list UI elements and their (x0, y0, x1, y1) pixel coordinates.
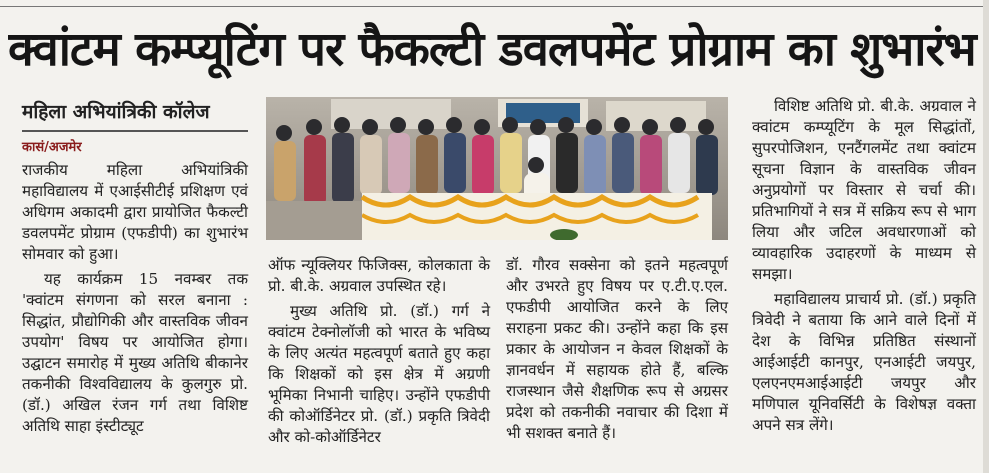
paragraph: मुख्य अतिथि प्रो. (डॉ.) गर्ग ने क्वांटम टेक्नोलॉजी को भारत के भविष्य के लिए अत्यंत महत्वपूर्ण बताते हुए कहा कि शिक्षकों को इस क्षेत्र में अग्रणी भूमिका निभानी चाहिए। उन्होंने एफडीपी की कोऑर्डिनेटर प्रो. (डॉ.) प्रकृति त्रिवेदी और को-कोऑर्डिनेटर (268, 302, 490, 446)
column-3 (506, 255, 728, 444)
page-edge (983, 0, 989, 473)
paragraph: विशिष्ट अतिथि प्रो. बी.के. अग्रवाल ने क्वांटम कम्प्यूटिंग के मूल सिद्धांतों, सुपरपोजिशन, एनटैंगलमेंट तथा क्वांटम सूचना विज्ञान के वास्तविक जीवन अनुप्रयोगों पर विस्तार से चर्चा की। प्रतिभागियों ने सत्र में सक्रिय रूप से भाग लिया और जटिल अवधारणाओं को व्यावहारिक उदाहरणों के माध्यम से समझा। (752, 97, 976, 283)
column-4 (752, 96, 976, 436)
top-rule (0, 0, 989, 7)
paragraph: डॉ. गौरव सक्सेना को इतने महत्वपूर्ण और उभरते हुए विषय पर ए.टी.ए.एल. एफडीपी आयोजित करने के लिए सराहना प्रकट की। उन्होंने कहा कि इस प्रकार के आयोजन न केवल शिक्षकों के ज्ञानवर्धन में सहायक होते हैं, बल्कि राजस्थान जैसे शैक्षणिक रूप से अग्रसर प्रदेश को तकनीकी नवाचार की दिशा में भी सशक्त बनाते हैं। (506, 256, 728, 442)
paragraph: यह कार्यक्रम 15 नवम्बर तक 'क्वांटम संगणना को सरल बनाना : सिद्धांत, प्रौद्योगिकी और वास्तविक जीवन उपयोग' विषय पर आयोजित होगा। उद्घाटन समारोह में मुख्य अतिथि बीकानेर तकनीकी विश्वविद्यालय के कुलगुरु प्रो. (डॉ.) अखिल रंजन गर्ग तथा विशिष्ट अतिथि साहा इंस्टीट्यूट (22, 270, 248, 435)
dateline: कासं/अजमेर (22, 140, 82, 155)
organization-heading: महिला अभियांत्रिकी कॉलेज (22, 96, 248, 132)
headline: क्वांटम कम्प्यूटिंग पर फैकल्टी डवलपमेंट प्रोग्राम का शुभारंभ (8, 22, 976, 77)
column-2 (268, 255, 490, 448)
paragraph: महाविद्यालय प्राचार्य प्रो. (डॉ.) प्रकृति त्रिवेदी ने बताया कि आने वाले दिनों में देश के विभिन्न प्रतिष्ठित संस्थानों आईआईटी कानपुर, एनआईटी जयपुर, एलएनएमआईआईटी जयपुर और मणिपाल यूनिवर्सिटी के विशेषज्ञ वक्ता अपने सत्र लेंगे। (752, 290, 976, 434)
paragraph: राजकीय महिला अभियांत्रिकी महाविद्यालय में एआईसीटीई प्रशिक्षण एवं अधिगम अकादमी द्वारा प्रायोजित फैकल्टी डवलपमेंट प्रोग्राम (एफडीपी) का शुभारंभ सोमवार को हुआ। (22, 161, 248, 263)
paragraph: ऑफ न्यूक्लियर फिजिक्स, कोलकाता के प्रो. बी.के. अग्रवाल उपस्थित रहे। (268, 256, 490, 295)
group-photo-illustration (266, 97, 728, 240)
column-1 (22, 96, 248, 437)
event-photo (266, 97, 728, 240)
